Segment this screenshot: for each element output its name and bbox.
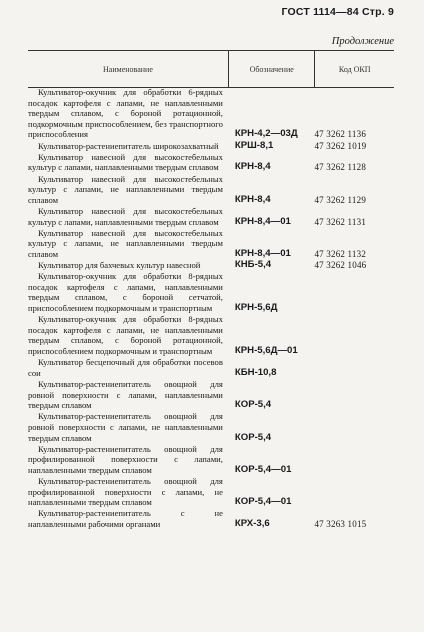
row-code: КОР-5,4—01	[234, 496, 292, 508]
row-name	[28, 152, 227, 173]
table-row	[28, 141, 394, 152]
row-code: КОР-5,4—01	[234, 463, 292, 475]
row-name	[28, 260, 227, 271]
table-row	[28, 260, 394, 271]
row-okp: 47 3262 1136	[314, 129, 367, 140]
row-name-text: Культиватор-растениепитатель овощной для профилированной поверхности с лапами, наплавленными твердым сплавом	[28, 443, 223, 475]
row-name	[28, 271, 227, 313]
row-name-text: Культиватор-растениепитатель овощной для ровной поверхности с лапами, наплавленными твердым сплавом	[28, 378, 223, 411]
table-row	[28, 228, 394, 260]
column-header-name: Наименование	[103, 64, 153, 74]
row-name	[28, 206, 227, 227]
row-code: КРН-5,6Д	[234, 302, 278, 314]
table-row	[28, 508, 394, 529]
row-okp: 47 3262 1131	[314, 216, 367, 227]
row-name	[28, 314, 227, 356]
row-code: КРН-4,2—03Д	[234, 128, 298, 140]
table-row	[28, 271, 394, 313]
table-row	[28, 444, 394, 476]
table-row	[28, 206, 394, 227]
table-row	[28, 87, 394, 140]
row-name	[28, 87, 227, 140]
row-name-text: Культиватор навесной для высокостебельных культур с лапами, наплавленными твердым сплавом	[28, 151, 223, 173]
row-name-text: Культиватор бесцепочный для обработки посевов сои	[28, 357, 223, 378]
table-row	[28, 411, 394, 443]
row-name	[28, 476, 227, 508]
row-name-text: Культиватор-окучник для обработки 6-рядных посадок картофеля с лапами, не наплавленными твердым сплавом, с бороной ротационной, подкормочным приспособлением, без транспортного приспособления	[28, 87, 223, 140]
row-okp: 47 3262 1129	[314, 194, 367, 205]
row-name-text: Культиватор-растениепитатель овощной для профилированной поверхности с лапами, не наплавленными твердым сплавом	[28, 476, 223, 508]
row-okp: 47 3262 1046	[314, 260, 367, 271]
row-name-text: Культиватор-окучник для обработки 8-рядных посадок картофеля с лапами, не наплавленными твердым сплавом, с бороной ротационной, приспособлением подкормочным и транспортным	[28, 314, 223, 356]
table-header	[28, 50, 394, 88]
row-okp: 47 3262 1019	[314, 140, 367, 151]
row-code: КРН-5,6Д—01	[234, 345, 298, 356]
row-code: КРН-8,4—01	[234, 247, 291, 259]
row-name-text: Культиватор навесной для высокостебельных культур с лапами, не наплавленными твердым сплавом	[28, 173, 223, 205]
row-code: КРН-8,4—01	[234, 215, 291, 227]
column-header-code: Обозначение	[228, 51, 315, 87]
column-header-okp: Код ОКП	[314, 51, 394, 87]
row-name	[28, 357, 227, 378]
row-code: КБН-10,8	[234, 366, 277, 378]
row-name	[28, 508, 227, 529]
row-name-text: Культиватор навесной для высокостебельных культур с лапами, не наплавленными твердым сплавом	[28, 227, 223, 259]
row-okp: 47 3263 1015	[314, 519, 367, 530]
row-name-text: Культиватор для бахчевых культур навесной	[38, 260, 201, 271]
page-header: ГОСТ 1114—84 Стр. 9	[281, 6, 394, 18]
row-name	[28, 379, 227, 411]
row-name	[28, 444, 227, 476]
row-okp: 47 3262 1128	[314, 162, 367, 173]
table-row	[28, 174, 394, 206]
row-code: КРН-8,4	[234, 161, 271, 173]
table-body	[28, 87, 394, 530]
row-name-text: Культиватор-растениепитатель с не наплавленными рабочими органами	[28, 508, 223, 530]
row-name-text: Культиватор-растениепитатель широкозахватный	[38, 140, 219, 151]
row-code: КРН-8,4	[234, 193, 271, 205]
row-code: КОР-5,4	[234, 399, 272, 411]
table-row	[28, 314, 394, 356]
row-name	[28, 411, 227, 443]
continuation-label: Продолжение	[331, 36, 394, 47]
row-name-text: Культиватор навесной для высокостебельных культур с лапами, наплавленными твердым сплавом	[28, 205, 223, 227]
table-row	[28, 379, 394, 411]
row-okp: 47 3262 1132	[314, 248, 367, 259]
row-name	[28, 141, 227, 152]
table-row	[28, 357, 394, 378]
row-name	[28, 228, 227, 260]
row-name	[28, 174, 227, 206]
row-code: КРШ-8,1	[234, 139, 274, 151]
row-name-text: Культиватор-растениепитатель овощной для ровной поверхности с лапами, не наплавленными твердым сплавом	[28, 411, 223, 443]
row-name-text: Культиватор-окучник для обработки 8-рядных посадок картофеля с лапами, наплавленными твердым сплавом, с бороной сетчатой, приспособлением подкормочным и транспортным	[28, 271, 223, 314]
row-code: КНБ-5,4	[234, 259, 272, 271]
table-row	[28, 476, 394, 508]
row-code: КРХ-3,6	[234, 518, 270, 530]
row-code: КОР-5,4	[234, 431, 272, 443]
table-row	[28, 152, 394, 173]
